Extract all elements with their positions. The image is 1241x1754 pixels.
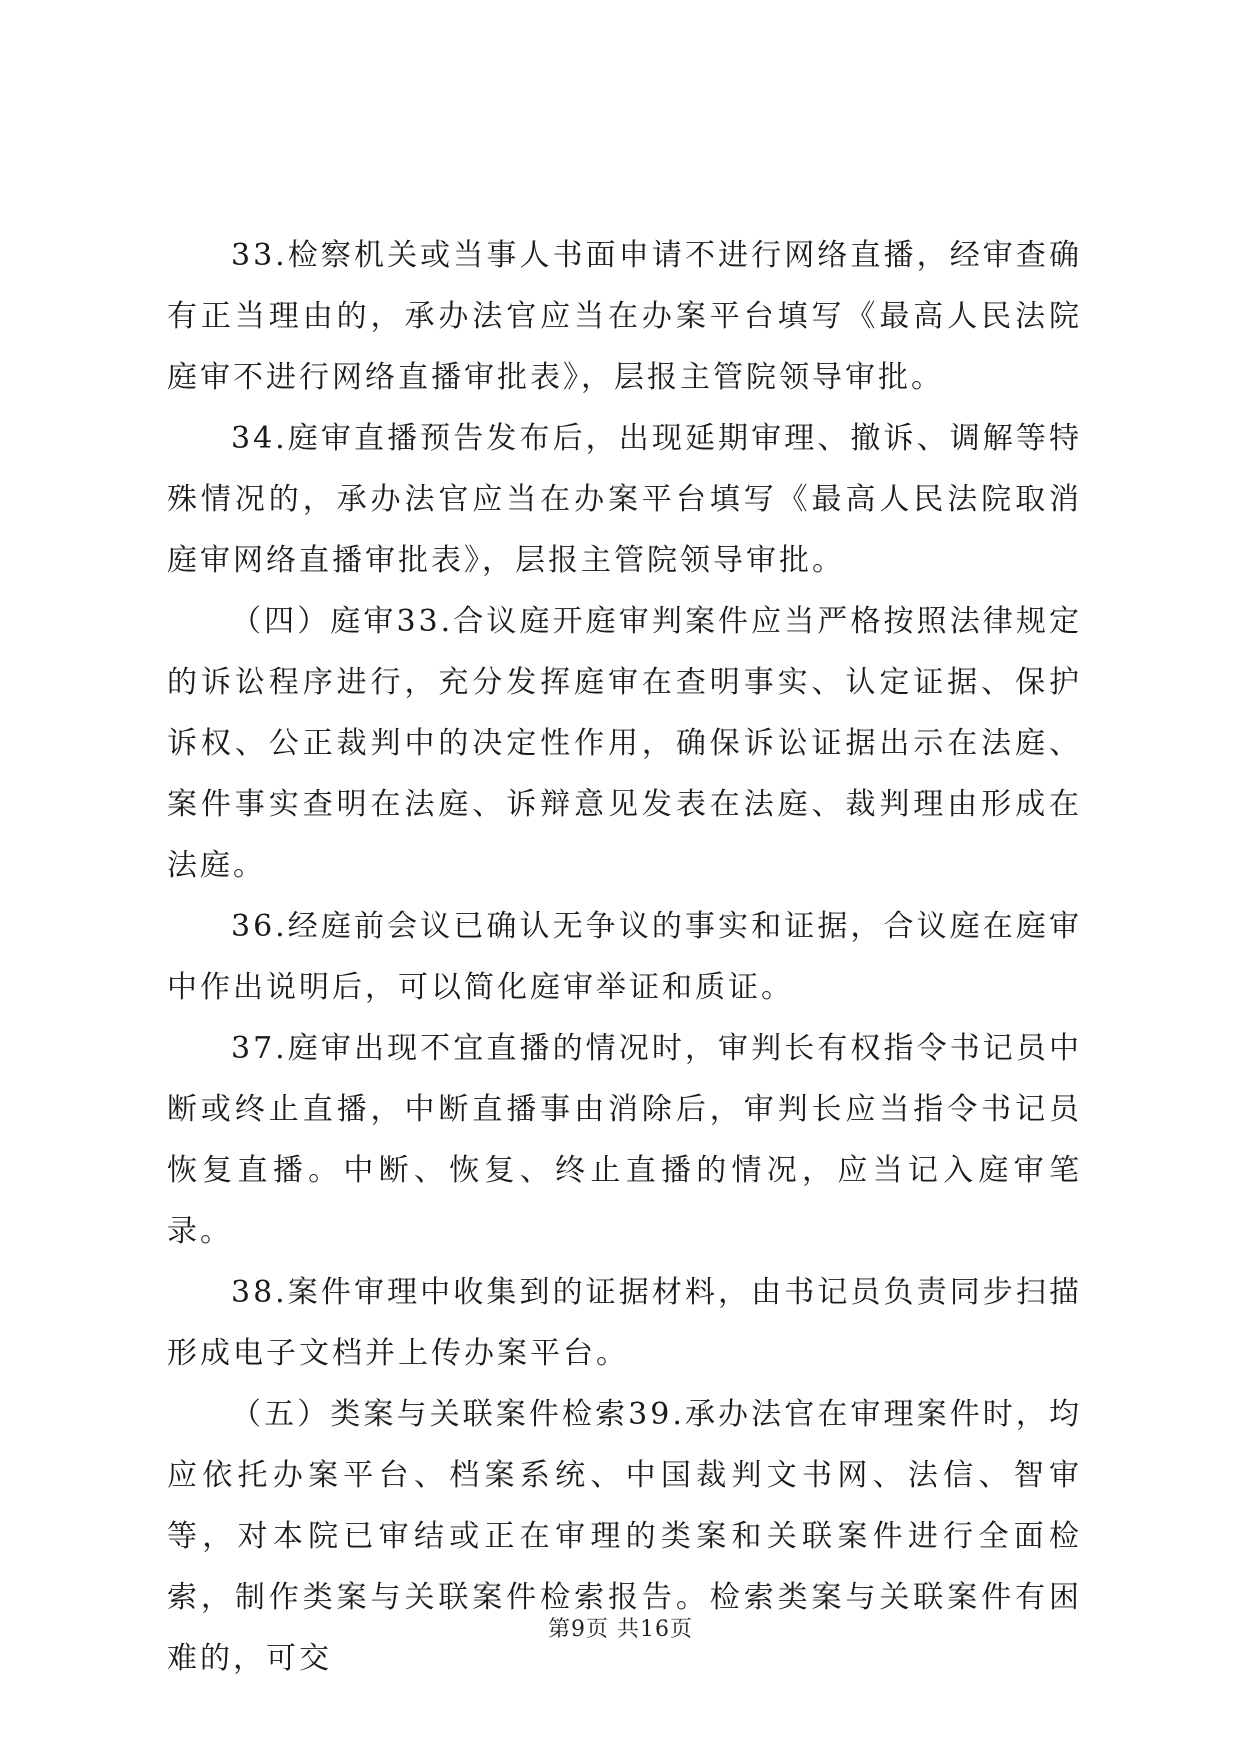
document-body (167, 225, 1082, 1689)
paragraph: （五）类案与关联案件检索39.承办法官在审理案件时，均应依托办案平台、档案系统、中国裁判文书网、法信、智审等，对本院已审结或正在审理的类案和关联案件进行全面检索，制作类案与关联案件检索报告。检索类案与关联案件有困难的，可交 (167, 1397, 1082, 1676)
paragraph: （四）庭审33.合议庭开庭审判案件应当严格按照法律规定的诉讼程序进行，充分发挥庭审在查明事实、认定证据、保护诉权、公正裁判中的决定性作用，确保诉讼证据出示在法庭、案件事实查明在法庭、诉辩意见发表在法庭、裁判理由形成在法庭。 (167, 604, 1082, 883)
page-number-footer: 第9页 共16页 (548, 1617, 693, 1642)
paragraph: 36.经庭前会议已确认无争议的事实和证据，合议庭在庭审中作出说明后，可以简化庭审举证和质证。 (167, 909, 1082, 1005)
paragraph: 34.庭审直播预告发布后，出现延期审理、撤诉、调解等特殊情况的，承办法官应当在办案平台填写《最高人民法院取消庭审网络直播审批表》，层报主管院领导审批。 (167, 421, 1082, 578)
paragraph: 37.庭审出现不宜直播的情况时，审判长有权指令书记员中断或终止直播，中断直播事由消除后，审判长应当指令书记员恢复直播。中断、恢复、终止直播的情况，应当记入庭审笔录。 (167, 1031, 1082, 1249)
paragraph: 33.检察机关或当事人书面申请不进行网络直播，经审查确有正当理由的，承办法官应当在办案平台填写《最高人民法院庭审不进行网络直播审批表》，层报主管院领导审批。 (167, 238, 1082, 395)
paragraph: 38.案件审理中收集到的证据材料，由书记员负责同步扫描形成电子文档并上传办案平台。 (167, 1275, 1082, 1371)
